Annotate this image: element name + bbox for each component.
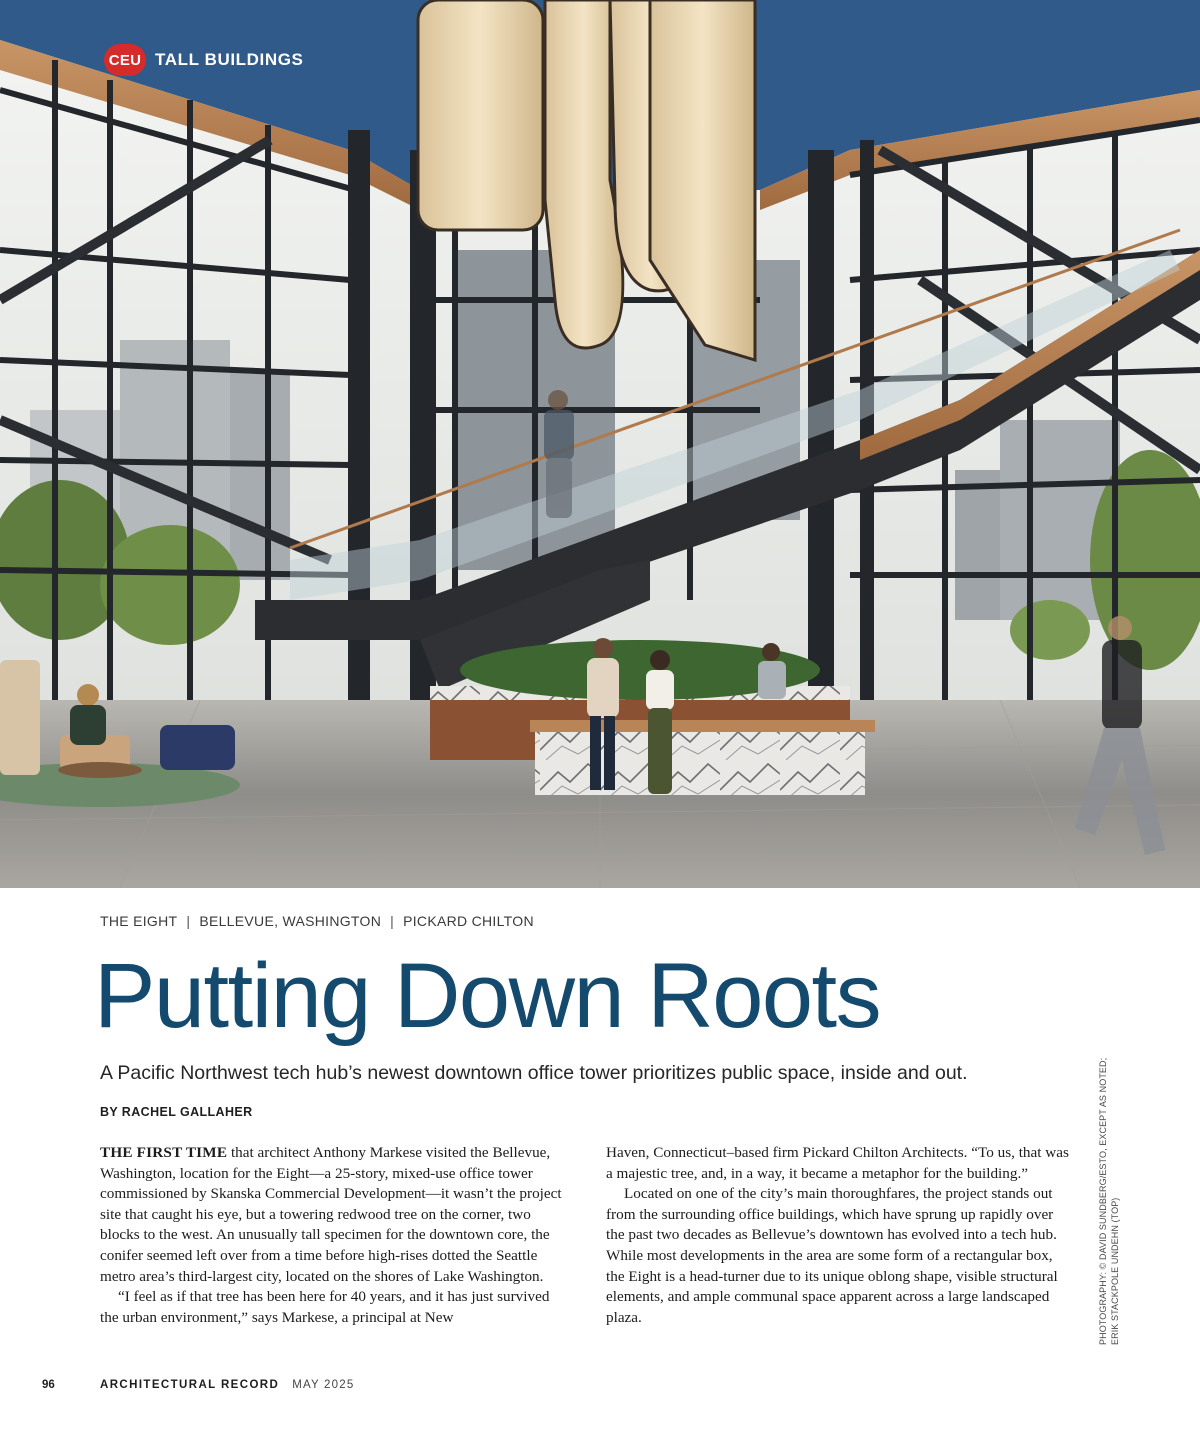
issue-date: MAY 2025	[292, 1379, 355, 1391]
credit-line: PHOTOGRAPHY: © DAVID SUNDBERG/ESTO, EXCEPT AS NOTED;	[1098, 1057, 1108, 1345]
page-number: 96	[42, 1379, 55, 1391]
magazine-name: ARCHITECTURAL RECORD	[100, 1379, 280, 1391]
kicker-firm: PICKARD CHILTON	[403, 913, 534, 929]
page-footer	[42, 1379, 354, 1391]
credit-line: ERIK STACKPOLE UNDEHN (TOP)	[1110, 1197, 1120, 1345]
lead-in: THE FIRST TIME	[100, 1144, 228, 1161]
paragraph: Haven, Connecticut–based firm Pickard Chilton Architects. “To us, that was a majestic tree, and, in a way, it became a metaphor for the building.”	[606, 1144, 1069, 1182]
paragraph: Located on one of the city’s main thoroughfares, the project stands out from the surrounding office buildings, which have sprung up rapidly over the past two decades as Bellevue’s downtown has evolved into a tech hub. While most developments in the area are some form of a rectangular box, the Eight is a head-turner due to its unique oblong shape, visible structural elements, and ample communal space apparent across a large landscaped plaza.	[606, 1185, 1058, 1326]
paragraph-text: that architect Anthony Markese visited the Bellevue, Washington, location for the Eight—a 25-story, mixed-use office tower commissioned by Skanska Commercial Development—it wasn’t the project site that caught his eye, but a towering redwood tree on the corner, two blocks to the west. An unusually tall specimen for the downtown core, the conifer seemed left over from a time before high-rises dotted the Seattle metro area’s third-largest city, located on the shores of Lake Washington.	[100, 1144, 562, 1285]
ceu-section-badge	[104, 44, 303, 76]
kicker-location: BELLEVUE, WASHINGTON	[199, 913, 382, 929]
section-label: TALL BUILDINGS	[155, 50, 304, 69]
kicker-project: THE EIGHT	[100, 913, 178, 929]
kicker-separator: |	[186, 913, 191, 929]
ceu-icon: CEU	[104, 44, 146, 76]
headline: Putting Down Roots	[94, 945, 881, 1047]
photo-credit	[1097, 1045, 1121, 1345]
byline: BY RACHEL GALLAHER	[100, 1105, 253, 1119]
dek: A Pacific Northwest tech hub’s newest downtown office tower prioritizes public space, inside and out.	[100, 1062, 968, 1084]
paragraph	[100, 1143, 568, 1287]
project-kicker	[100, 913, 534, 929]
kicker-separator: |	[390, 913, 395, 929]
body-column-left	[100, 1143, 568, 1328]
paragraph: “I feel as if that tree has been here for 40 years, and it has just survived the urban environment,” says Markese, a principal at New	[100, 1288, 550, 1326]
body-column-right	[606, 1143, 1074, 1328]
